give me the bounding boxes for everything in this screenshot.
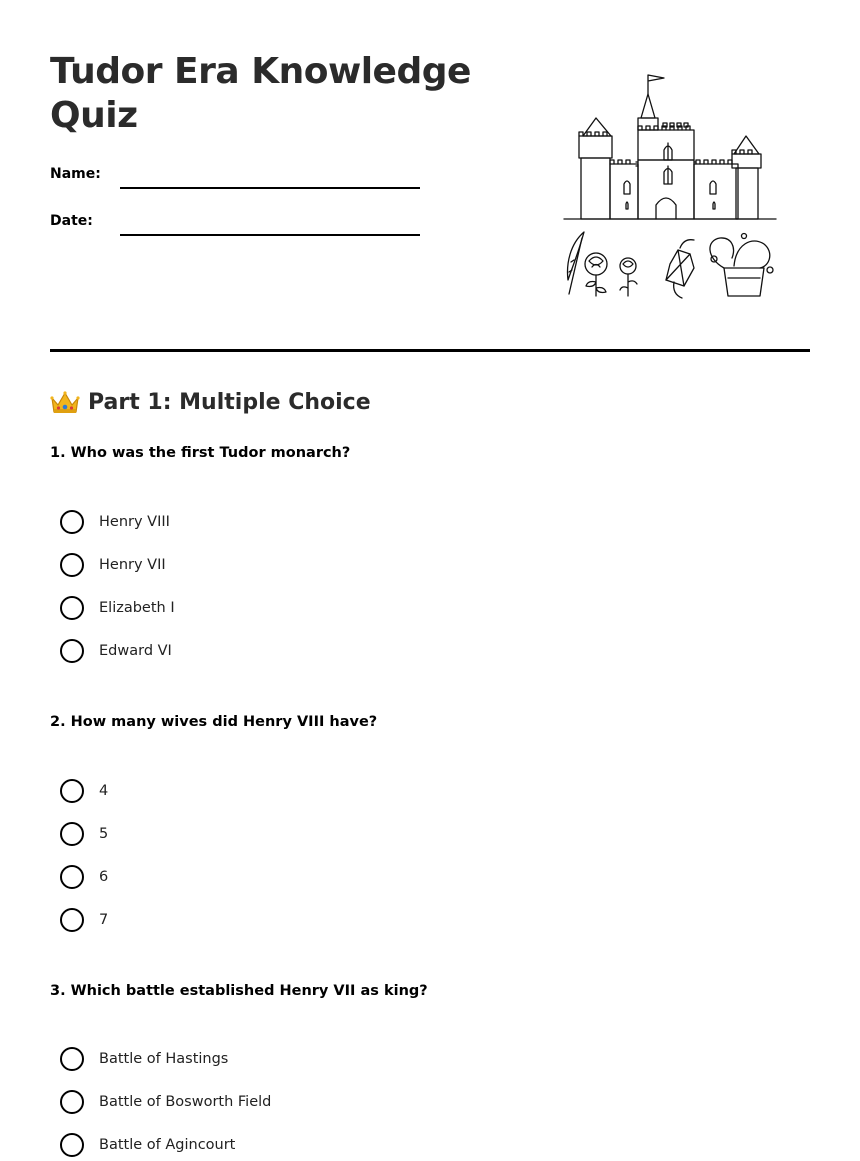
option-label: 6: [99, 869, 109, 885]
q1-option-3[interactable]: [60, 595, 175, 621]
question-2: 2. How many wives did Henry VIII have?: [50, 714, 378, 730]
radio-button[interactable]: [60, 865, 84, 889]
q1-option-4[interactable]: [60, 638, 172, 664]
name-field[interactable]: [120, 187, 420, 189]
date-field[interactable]: [120, 234, 420, 236]
radio-button[interactable]: [60, 908, 84, 932]
name-label: Name:: [50, 166, 101, 182]
radio-button[interactable]: [60, 1047, 84, 1071]
crown-icon: [50, 388, 80, 416]
option-label: Battle of Agincourt: [99, 1137, 236, 1153]
rose-icon: [620, 258, 637, 296]
radio-button[interactable]: [60, 1133, 84, 1157]
option-label: Elizabeth I: [99, 600, 175, 616]
castle-icon: [564, 75, 776, 219]
question-1: 1. Who was the first Tudor monarch?: [50, 445, 351, 461]
q2-option-3[interactable]: [60, 864, 108, 890]
option-label: Battle of Bosworth Field: [99, 1094, 272, 1110]
q3-option-2[interactable]: [60, 1089, 271, 1115]
option-label: Henry VII: [99, 557, 166, 573]
radio-button[interactable]: [60, 779, 84, 803]
option-label: Edward VI: [99, 643, 172, 659]
date-label: Date:: [50, 213, 93, 229]
radio-button[interactable]: [60, 639, 84, 663]
section-heading: [50, 388, 371, 416]
lantern-icon: [666, 240, 694, 298]
radio-button[interactable]: [60, 510, 84, 534]
rose-icon: [585, 253, 607, 296]
tudor-illustration: [556, 68, 786, 304]
option-label: 7: [99, 912, 109, 928]
q1-option-1[interactable]: [60, 509, 170, 535]
radio-button[interactable]: [60, 553, 84, 577]
radio-button[interactable]: [60, 1090, 84, 1114]
radio-button[interactable]: [60, 822, 84, 846]
option-label: 5: [99, 826, 109, 842]
option-label: 4: [99, 783, 109, 799]
q2-option-4[interactable]: [60, 907, 108, 933]
q1-option-2[interactable]: [60, 552, 166, 578]
jester-hat-icon: [710, 234, 773, 297]
quill-icon: [568, 232, 584, 294]
section-title: Part 1: Multiple Choice: [88, 389, 371, 415]
question-3: 3. Which battle established Henry VII as king?: [50, 983, 428, 999]
option-label: Battle of Hastings: [99, 1051, 229, 1067]
radio-button[interactable]: [60, 596, 84, 620]
q3-option-1[interactable]: [60, 1046, 228, 1072]
q3-option-3[interactable]: [60, 1132, 235, 1158]
q2-option-1[interactable]: [60, 778, 108, 804]
option-label: Henry VIII: [99, 514, 170, 530]
page-title: Tudor Era Knowledge Quiz: [50, 51, 471, 136]
q2-option-2[interactable]: [60, 821, 108, 847]
header-divider: [50, 349, 810, 352]
